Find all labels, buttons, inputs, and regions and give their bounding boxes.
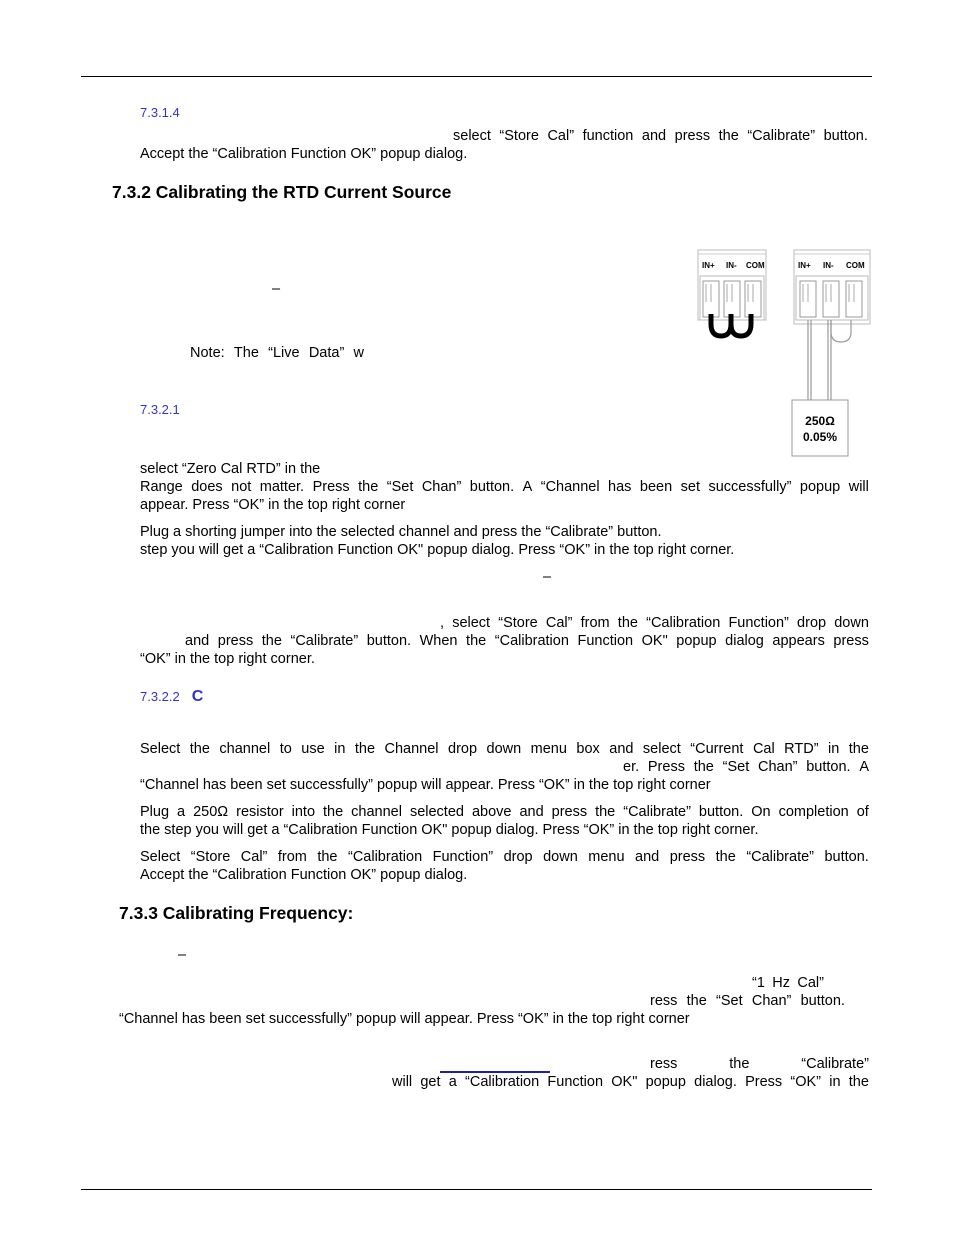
section-7322-heading-row bbox=[140, 688, 203, 706]
word: drop bbox=[448, 741, 478, 757]
word: from bbox=[277, 849, 307, 865]
section-7314-heading: 7.3.1.4 bbox=[140, 105, 180, 120]
word: “Calibrate” bbox=[747, 128, 816, 144]
word: Press bbox=[745, 1074, 783, 1090]
word: OK" bbox=[641, 633, 668, 649]
word: appears bbox=[772, 633, 825, 649]
word: press bbox=[669, 849, 706, 865]
word: “1 bbox=[752, 975, 765, 991]
word: get bbox=[420, 1074, 441, 1090]
word: into bbox=[291, 804, 316, 820]
word: button. bbox=[806, 759, 851, 775]
word: A bbox=[859, 759, 869, 775]
section-7321-select: select “Zero Cal RTD” in the bbox=[140, 461, 321, 477]
word: menu bbox=[588, 849, 625, 865]
word: down bbox=[543, 849, 578, 865]
word: “Calibrate” bbox=[801, 1056, 869, 1072]
word: the bbox=[595, 804, 616, 820]
word: “Calibrate” bbox=[290, 633, 359, 649]
word: the bbox=[261, 633, 282, 649]
word: and bbox=[185, 633, 210, 649]
word: will bbox=[848, 479, 869, 495]
section-7322-accept: Accept the “Calibration Function OK” popup dialog. bbox=[140, 867, 468, 883]
word: 250Ω bbox=[193, 804, 229, 820]
word: Function bbox=[577, 633, 634, 649]
word: w bbox=[353, 345, 364, 361]
section-7322-channel: “Channel has been set successfully” popup will appear. Press “OK” in the top right corner bbox=[140, 777, 711, 793]
word: the bbox=[466, 633, 487, 649]
resistor-tolerance: 0.05% bbox=[802, 430, 838, 444]
word: in bbox=[334, 741, 346, 757]
section-733-channel: “Channel has been set successfully” popup will appear. Press “OK” in the top right corner bbox=[119, 1011, 690, 1027]
word: “Live bbox=[268, 345, 300, 361]
word: has bbox=[608, 479, 632, 495]
word: Chan” bbox=[757, 759, 798, 775]
section-7321-press bbox=[185, 632, 869, 650]
section-733-calibrate bbox=[650, 1055, 869, 1073]
word: select bbox=[452, 615, 491, 631]
section-7322-plug bbox=[140, 803, 869, 821]
word: Function” bbox=[432, 849, 494, 865]
word: the bbox=[317, 849, 338, 865]
shorting-jumper-connector bbox=[698, 250, 766, 336]
word: the bbox=[848, 1074, 869, 1090]
word: “Store bbox=[190, 849, 231, 865]
word: function bbox=[582, 128, 634, 144]
word: the bbox=[693, 759, 714, 775]
section-7321-range bbox=[140, 478, 869, 496]
section-733-set-chan bbox=[650, 992, 845, 1010]
section-7321-ok: “OK” in the top right corner. bbox=[140, 651, 315, 667]
word: the bbox=[323, 804, 344, 820]
word: Range bbox=[140, 479, 183, 495]
section-7321-step: step you will get a “Calibration Function OK" popup dialog. Press “OK” in the top right corner. bbox=[140, 542, 735, 558]
word: press bbox=[674, 128, 711, 144]
word: selected bbox=[409, 804, 464, 820]
section-7321-store bbox=[440, 614, 869, 632]
word: down bbox=[486, 741, 522, 757]
left-label-in-plus: IN+ bbox=[702, 261, 715, 270]
word: Select bbox=[140, 849, 181, 865]
word: button. bbox=[800, 993, 845, 1009]
word: successfully” bbox=[708, 479, 792, 495]
word: RTD” bbox=[784, 741, 819, 757]
word: press bbox=[217, 633, 254, 649]
section-7321-plug: Plug a shorting jumper into the selected channel and press the “Calibrate” button. bbox=[140, 524, 662, 540]
word: “Set bbox=[722, 759, 750, 775]
word: A bbox=[522, 479, 533, 495]
word: Data” bbox=[308, 345, 345, 361]
word: “Set bbox=[716, 993, 743, 1009]
word: completion bbox=[778, 804, 849, 820]
word: “Channel bbox=[540, 479, 600, 495]
word: in bbox=[828, 741, 840, 757]
word: button. bbox=[469, 479, 515, 495]
word: “Calibration bbox=[494, 633, 569, 649]
word: resistor bbox=[236, 804, 284, 820]
word: “Calibration bbox=[646, 615, 721, 631]
word: On bbox=[751, 804, 771, 820]
word: to bbox=[279, 741, 292, 757]
word: When bbox=[419, 633, 458, 649]
word: The bbox=[233, 345, 259, 361]
word: Select bbox=[140, 741, 181, 757]
word: “Calibrate” bbox=[623, 804, 691, 820]
word: menu bbox=[530, 741, 567, 757]
section-732-heading: 7.3.2 Calibrating the RTD Current Source bbox=[112, 182, 452, 202]
word: a bbox=[448, 1074, 457, 1090]
word: press bbox=[833, 633, 869, 649]
word: use bbox=[301, 741, 325, 757]
word: button. bbox=[698, 804, 744, 820]
section-733-hz-cal bbox=[752, 974, 824, 992]
word: “Store bbox=[499, 128, 539, 144]
word: Note: bbox=[190, 345, 225, 361]
right-label-com: COM bbox=[846, 261, 865, 270]
section-7321-heading: 7.3.2.1 bbox=[140, 402, 180, 417]
word: and bbox=[635, 849, 660, 865]
word: press bbox=[551, 804, 588, 820]
section-732-note bbox=[190, 344, 364, 362]
word: Press bbox=[312, 479, 350, 495]
header-rule bbox=[81, 76, 872, 77]
word: the bbox=[189, 741, 210, 757]
word: , bbox=[440, 615, 445, 631]
word: the bbox=[848, 741, 869, 757]
word: Plug bbox=[140, 804, 170, 820]
word: Function bbox=[547, 1074, 604, 1090]
word: “Set bbox=[386, 479, 414, 495]
section-7314-line1 bbox=[453, 127, 868, 145]
word: box bbox=[576, 741, 600, 757]
word: Function” bbox=[728, 615, 789, 631]
word: channel bbox=[351, 804, 402, 820]
word: Press bbox=[647, 759, 685, 775]
section-7322-select bbox=[140, 740, 869, 758]
word: popup bbox=[645, 1074, 686, 1090]
word: popup bbox=[676, 633, 717, 649]
word: been bbox=[639, 479, 673, 495]
word: dialog. bbox=[694, 1074, 737, 1090]
word: Channel bbox=[384, 741, 439, 757]
section-7322-store bbox=[140, 848, 869, 866]
word: set bbox=[680, 479, 700, 495]
word: “OK” bbox=[790, 1074, 821, 1090]
rtd-wiring-figure bbox=[690, 244, 875, 462]
word: Cal” bbox=[240, 849, 268, 865]
word: the bbox=[358, 479, 379, 495]
word: will bbox=[392, 1074, 413, 1090]
word: the bbox=[715, 849, 736, 865]
word: “Store bbox=[498, 615, 538, 631]
word: “Calibration bbox=[465, 1074, 540, 1090]
section-7322-heading: 7.3.2.2 bbox=[140, 689, 180, 704]
word: select bbox=[642, 741, 681, 757]
section-7321-appear: appear. Press “OK” in the top right corner bbox=[140, 497, 406, 513]
word: a bbox=[177, 804, 186, 820]
word: of bbox=[856, 804, 869, 820]
section-7322-set-chan bbox=[623, 758, 869, 776]
section-7321-dash: – bbox=[543, 569, 552, 585]
word: select bbox=[453, 128, 491, 144]
resistor-connector bbox=[792, 250, 870, 456]
section-7314-line2: Accept the “Calibration Function OK” popup dialog. bbox=[140, 146, 468, 162]
section-733-popup bbox=[392, 1073, 869, 1091]
word: er. bbox=[623, 759, 640, 775]
word: “Calibrate” bbox=[746, 849, 814, 865]
word: Chan” bbox=[421, 479, 462, 495]
word: Cal” bbox=[547, 128, 575, 144]
left-label-com: COM bbox=[746, 261, 765, 270]
word: from bbox=[580, 615, 610, 631]
word: ress bbox=[650, 1056, 678, 1072]
word: matter. bbox=[259, 479, 305, 495]
word: Hz bbox=[772, 975, 791, 991]
section-732-dash: – bbox=[272, 281, 281, 297]
word: Cal” bbox=[797, 975, 824, 991]
word: “Calibration bbox=[348, 849, 423, 865]
word: does bbox=[191, 479, 223, 495]
section-733-dash: – bbox=[178, 947, 187, 963]
word: the bbox=[718, 128, 739, 144]
word: in bbox=[829, 1074, 841, 1090]
word: and bbox=[641, 128, 667, 144]
section-733-heading: 7.3.3 Calibrating Frequency: bbox=[119, 903, 354, 923]
word: the bbox=[617, 615, 638, 631]
footer-rule bbox=[81, 1189, 872, 1190]
right-label-in-minus: IN- bbox=[823, 261, 834, 270]
word: the bbox=[686, 993, 707, 1009]
word: button. bbox=[823, 128, 868, 144]
left-label-in-minus: IN- bbox=[726, 261, 737, 270]
word: dialog bbox=[725, 633, 764, 649]
word: OK" bbox=[611, 1074, 638, 1090]
word: channel bbox=[219, 741, 271, 757]
word: drop bbox=[503, 849, 533, 865]
word: drop bbox=[797, 615, 827, 631]
word: Cal” bbox=[545, 615, 573, 631]
section-7322-step: the step you will get a “Calibration Function OK" popup dialog. Press “OK” in the top right corner. bbox=[140, 822, 759, 838]
word: the bbox=[729, 1056, 750, 1072]
word: and bbox=[609, 741, 634, 757]
word: above bbox=[471, 804, 512, 820]
word: Chan” bbox=[751, 993, 792, 1009]
word: ress bbox=[650, 993, 678, 1009]
section-7322-heading-letter: C bbox=[191, 688, 204, 705]
word: Cal bbox=[752, 741, 775, 757]
right-label-in-plus: IN+ bbox=[798, 261, 811, 270]
word: button. bbox=[824, 849, 869, 865]
word: and bbox=[519, 804, 544, 820]
resistor-value: 250Ω bbox=[805, 414, 835, 428]
word: button. bbox=[366, 633, 412, 649]
word: popup bbox=[799, 479, 841, 495]
word: not bbox=[231, 479, 252, 495]
word: the bbox=[354, 741, 376, 757]
word: “Current bbox=[690, 741, 744, 757]
word: down bbox=[834, 615, 869, 631]
